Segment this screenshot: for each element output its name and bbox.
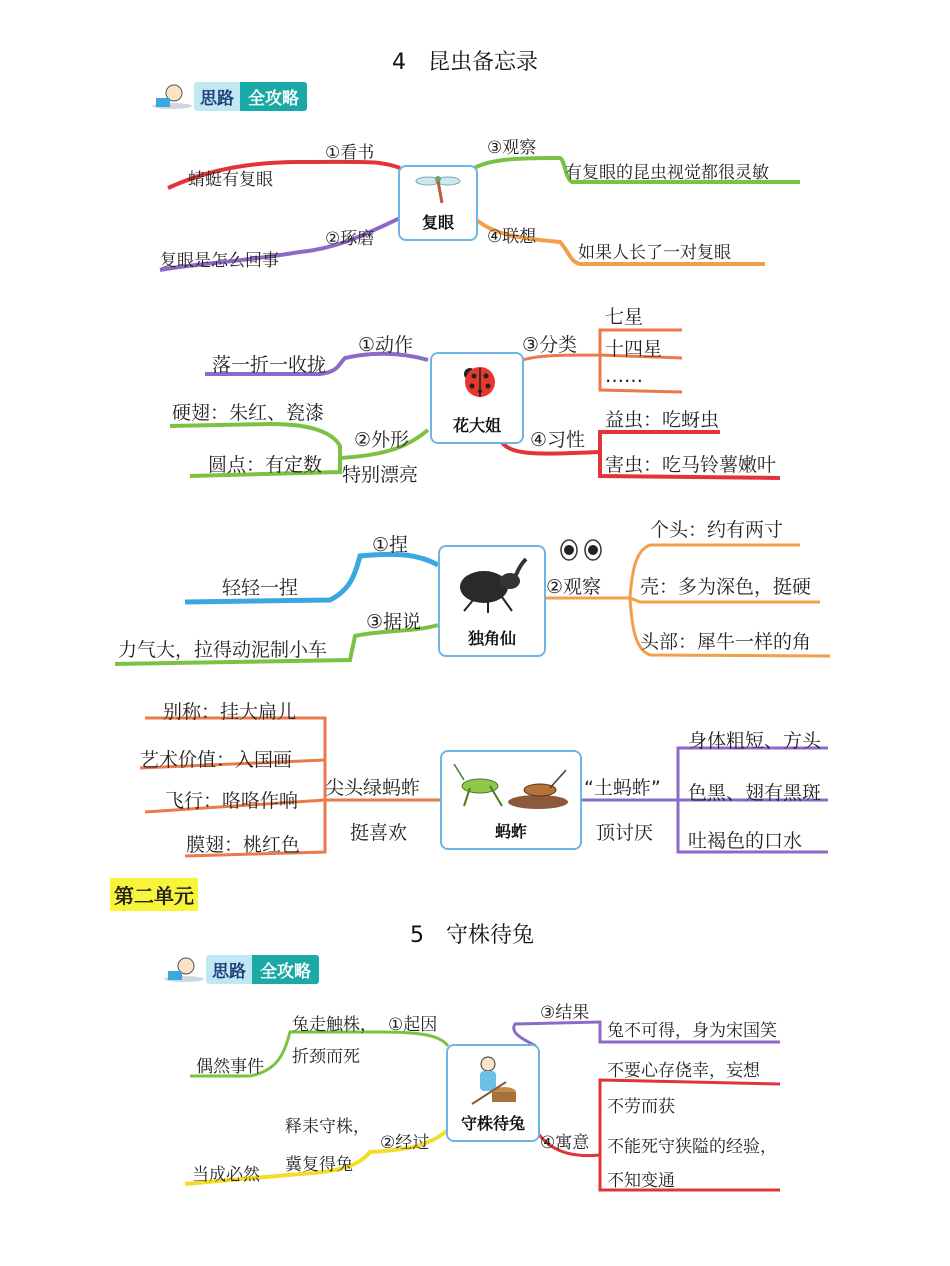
unit-label: 第二单元 xyxy=(110,878,198,911)
leaf-flight: 飞行：咯咯作响 xyxy=(165,790,299,812)
dragonfly-icon xyxy=(414,171,462,205)
branch-process: ②经过 xyxy=(380,1133,430,1153)
sub-hare-hits-stump: 兔走触株， xyxy=(292,1015,377,1035)
center-label: 蚂蚱 xyxy=(494,822,527,841)
branch-ponder: ②琢磨 xyxy=(325,229,375,249)
ladybug-icon xyxy=(458,360,498,400)
branch-read: ①看书 xyxy=(325,143,375,163)
leaf-dots: 圆点：有定数 xyxy=(208,454,323,476)
leaf-human-compound-eyes: 如果人长了一对复眼 xyxy=(578,243,731,263)
branch-habits: ④习性 xyxy=(530,429,586,451)
leaf-pest: 害虫：吃马铃薯嫩叶 xyxy=(605,454,777,476)
reading-child-icon xyxy=(150,82,194,110)
leaf-body: 身体粗短、方头 xyxy=(688,730,822,752)
leaf-moral-2b: 不知变通 xyxy=(607,1171,675,1191)
grasshoppers-icon xyxy=(450,758,572,814)
leaf-seven-star: 七星 xyxy=(605,306,644,328)
leaf-membrane-wings: 膜翅：桃红色 xyxy=(186,834,301,856)
leaf-gently-pinch: 轻轻一捏 xyxy=(222,577,299,599)
lesson-title: 4 昆虫备忘录 xyxy=(392,50,538,75)
leaf-laughingstock: 兔不可得，身为宋国笑 xyxy=(607,1021,777,1041)
leaf-ellipsis: …… xyxy=(605,365,643,387)
leaf-taken-inevitable: 当成必然 xyxy=(192,1165,260,1185)
branch-observe-beetle: ②观察 xyxy=(546,576,602,598)
leaf-size: 个头：约有两寸 xyxy=(650,519,784,541)
center-label: 独角仙 xyxy=(467,629,516,648)
ladybug-node xyxy=(430,352,524,444)
leaf-land-fold: 落一折一收拢 xyxy=(212,354,327,376)
leaf-what-is-compound-eye: 复眼是怎么回事 xyxy=(160,251,279,271)
leaf-moral-2a: 不能死守狭隘的经验， xyxy=(607,1137,777,1157)
branch-cause: ①起因 xyxy=(388,1015,438,1035)
badge-left-text: 思路 xyxy=(206,955,252,984)
branch-imagine: ④联想 xyxy=(487,227,537,247)
eyes-icon xyxy=(558,538,604,562)
badge-right-text: 全攻略 xyxy=(240,82,307,111)
leaf-art-value: 艺术价值：入国画 xyxy=(140,749,293,771)
beetle-node xyxy=(438,545,546,657)
leaf-color: 色黑、翅有黑斑 xyxy=(688,782,822,804)
story-node xyxy=(446,1044,540,1142)
center-label: 花大姐 xyxy=(452,416,501,435)
center-label: 守株待兔 xyxy=(460,1114,525,1133)
leaf-keen-vision: 有复眼的昆虫视觉都很灵敏 xyxy=(565,163,769,183)
leaf-dragonfly-eyes: 蜻蜓有复眼 xyxy=(188,170,273,190)
leaf-saliva: 吐褐色的口水 xyxy=(688,830,803,852)
branch-appearance: ②外形 xyxy=(354,429,410,451)
branch-pointed-head: 尖头绿蚂蚱 xyxy=(325,777,421,799)
leaf-shell: 壳：多为深色，挺硬 xyxy=(640,576,812,598)
leaf-hard-wings: 硬翅：朱红、瓷漆 xyxy=(172,402,325,424)
strategy-badge xyxy=(150,82,307,110)
strategy-badge xyxy=(162,955,319,983)
leaf-moral-1a: 不要心存侥幸，妄想 xyxy=(607,1061,760,1081)
branch-earth-grasshopper: “土蚂蚱” xyxy=(584,777,661,799)
branch-quite-like: 挺喜欢 xyxy=(350,822,408,844)
leaf-strong: 力气大，拉得动泥制小车 xyxy=(118,639,328,661)
badge-left-text: 思路 xyxy=(194,82,240,111)
leaf-chance-event: 偶然事件 xyxy=(196,1057,264,1077)
branch-action: ①动作 xyxy=(358,334,414,356)
sub-very-pretty: 特别漂亮 xyxy=(342,464,419,486)
branch-rumor: ③据说 xyxy=(366,611,422,633)
lesson-title: 5 守株待兔 xyxy=(410,923,534,948)
branch-result: ③结果 xyxy=(540,1003,590,1023)
leaf-alias: 别称：挂大扁儿 xyxy=(163,701,297,723)
branch-classification: ③分类 xyxy=(522,334,578,356)
leaf-fourteen-star: 十四星 xyxy=(605,338,663,360)
sub-guard-stump: 释耒守株， xyxy=(285,1117,370,1137)
branch-dislike: 顶讨厌 xyxy=(596,822,654,844)
branch-moral: ④寓意 xyxy=(540,1133,590,1153)
branch-observe: ③观察 xyxy=(487,138,537,158)
reading-child-icon xyxy=(162,955,206,983)
rhino-beetle-icon xyxy=(454,557,530,613)
leaf-moral-1b: 不劳而获 xyxy=(607,1097,675,1117)
badge-right-text: 全攻略 xyxy=(252,955,319,984)
grasshopper-node xyxy=(440,750,582,850)
branch-pinch: ①捏 xyxy=(372,534,409,556)
sub-neck-broken: 折颈而死 xyxy=(292,1047,360,1067)
leaf-beneficial: 益虫：吃蚜虫 xyxy=(605,409,720,431)
farmer-stump-icon xyxy=(466,1052,522,1108)
compound-eye-node xyxy=(398,165,478,241)
leaf-head: 头部：犀牛一样的角 xyxy=(640,631,812,653)
sub-hope-hare: 冀复得兔 xyxy=(285,1155,353,1175)
center-label: 复眼 xyxy=(421,213,454,232)
